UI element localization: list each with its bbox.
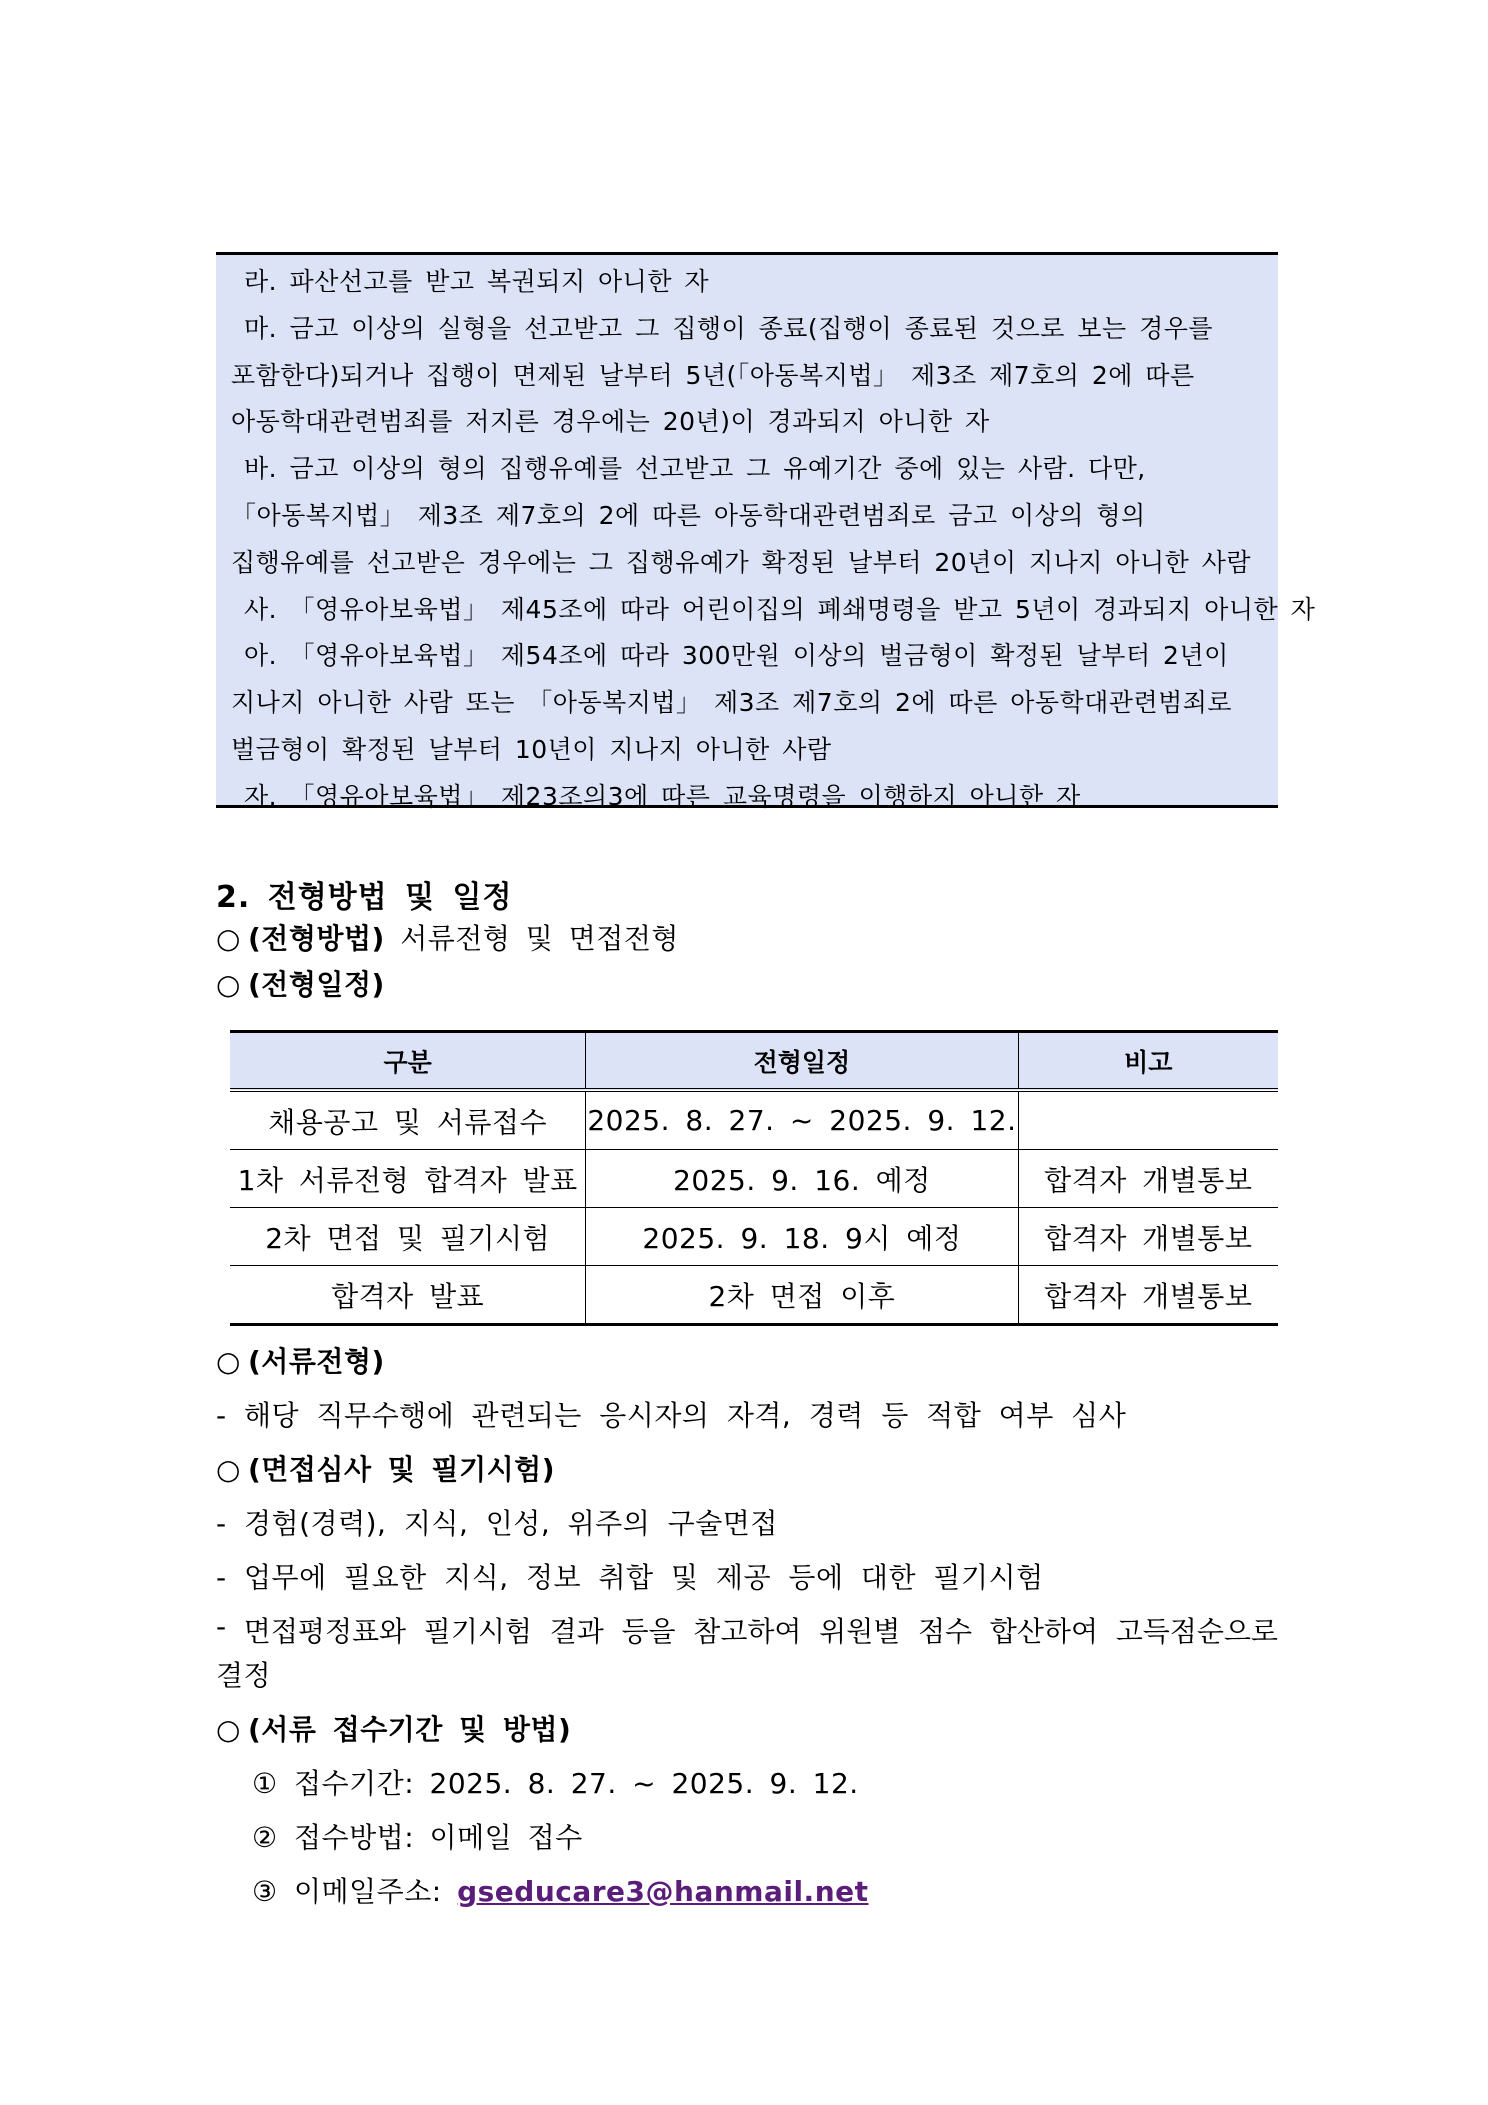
document-screening-item: - 해당 직무수행에 관련되는 응시자의 자격, 경력 등 적합 여부 심사	[216, 1399, 1127, 1432]
schedule-table	[230, 1030, 1278, 1326]
disqualification-line: 「아동복지법」 제3조 제7호의 2에 따른 아동학대관련범죄로 금고 이상의 형의	[231, 500, 1146, 530]
number-3-icon: ③	[252, 1875, 278, 1908]
circle-bullet-icon: ○	[216, 968, 241, 1001]
interview-item-word: 합산하여	[989, 1615, 1098, 1648]
table-cell: 합격자 개별통보	[1018, 1208, 1278, 1266]
interview-item-justified	[216, 1610, 1278, 1650]
circle-bullet-icon: ○	[216, 1713, 241, 1746]
table-cell: 합격자 개별통보	[1018, 1266, 1278, 1325]
interview-item-word: 참고하여	[693, 1615, 802, 1648]
table-row	[230, 1090, 1278, 1150]
interview-item-word: 고득점순으로	[1115, 1615, 1278, 1648]
interview-item-word: -	[216, 1610, 227, 1643]
number-1-icon: ①	[252, 1767, 278, 1800]
submission-label: (서류 접수기간 및 방법)	[248, 1713, 572, 1746]
table-cell: 2025. 9. 18. 9시 예정	[586, 1208, 1018, 1266]
disqualification-line: 마. 금고 이상의 실형을 선고받고 그 집행이 종료(집행이 종료된 것으로 보는 경우를	[244, 313, 1214, 343]
disqualification-line: 자. 「영유아보육법」 제23조의3에 따른 교육명령을 이행하지 아니한 자	[244, 781, 1081, 811]
interview-item: - 경험(경력), 지식, 인성, 위주의 구술면접	[216, 1507, 778, 1540]
table-cell	[1018, 1090, 1278, 1150]
section-title: 2. 전형방법 및 일정	[216, 880, 513, 915]
disqualification-line: 지나지 아니한 사람 또는 「아동복지법」 제3조 제7호의 2에 따른 아동학대관련범죄로	[231, 688, 1233, 718]
interview-item-word: 필기시험	[423, 1615, 532, 1648]
circle-bullet-icon: ○	[216, 1345, 241, 1378]
table-cell: 2025. 9. 16. 예정	[586, 1150, 1018, 1208]
table-row	[230, 1208, 1278, 1266]
method-label: (전형방법)	[248, 922, 385, 955]
table-cell: 2025. 8. 27. ~ 2025. 9. 12.	[586, 1090, 1018, 1150]
email-link[interactable]: gseducare3@hanmail.net	[457, 1875, 869, 1908]
table-cell: 채용공고 및 서류접수	[230, 1090, 586, 1150]
schedule-label: (전형일정)	[248, 968, 385, 1001]
document-screening-heading	[216, 1340, 385, 1380]
disqualification-line: 집행유예를 선고받은 경우에는 그 집행유예가 확정된 날부터 20년이 지나지 아니한 사람	[231, 547, 1252, 577]
submission-email	[252, 1870, 869, 1910]
number-2-icon: ②	[252, 1821, 278, 1854]
email-label: 이메일주소:	[294, 1875, 458, 1908]
disqualification-line: 바. 금고 이상의 형의 집행유예를 선고받고 그 유예기간 중에 있는 사람. 다만,	[244, 454, 1146, 484]
interview-item-word: 위원별	[819, 1615, 901, 1648]
submission-method-text: 접수방법: 이메일 접수	[294, 1821, 583, 1854]
table-header: 비고	[1018, 1032, 1278, 1091]
submission-method	[252, 1816, 583, 1856]
disqualification-line: 아. 「영유아보육법」 제54조에 따라 300만원 이상의 벌금형이 확정된 날부터 2년이	[244, 641, 1229, 671]
table-header-row	[230, 1032, 1278, 1091]
method-line	[216, 917, 679, 957]
submission-period-text: 접수기간: 2025. 8. 27. ~ 2025. 9. 12.	[294, 1767, 859, 1800]
table-row	[230, 1150, 1278, 1208]
table-cell: 2차 면접 및 필기시험	[230, 1208, 586, 1266]
schedule-label-line	[216, 963, 385, 1003]
document-screening-label: (서류전형)	[248, 1345, 385, 1378]
table-cell: 1차 서류전형 합격자 발표	[230, 1150, 586, 1208]
table-cell: 2차 면접 이후	[586, 1266, 1018, 1325]
table-cell: 합격자 개별통보	[1018, 1150, 1278, 1208]
interview-item-word: 면접평정표와	[243, 1615, 407, 1648]
interview-item-word: 등을	[621, 1615, 676, 1648]
circle-bullet-icon: ○	[216, 1453, 241, 1486]
interview-item: - 업무에 필요한 지식, 정보 취합 및 제공 등에 대한 필기시험	[216, 1561, 1044, 1594]
interview-item-word: 점수	[918, 1615, 973, 1648]
disqualification-line: 벌금형이 확정된 날부터 10년이 지나지 아니한 사람	[231, 734, 832, 764]
disqualification-line: 사. 「영유아보육법」 제45조에 따라 어린이집의 폐쇄명령을 받고 5년이 경과되지 아니한 자	[244, 594, 1316, 624]
interview-label: (면접심사 및 필기시험)	[248, 1453, 556, 1486]
circle-bullet-icon: ○	[216, 922, 241, 955]
submission-period	[252, 1762, 859, 1802]
table-header: 전형일정	[586, 1032, 1018, 1091]
interview-item-word: 결과	[549, 1615, 604, 1648]
table-cell: 합격자 발표	[230, 1266, 586, 1325]
table-header: 구분	[230, 1032, 586, 1091]
disqualification-box	[216, 252, 1316, 811]
method-value: 서류전형 및 면접전형	[400, 922, 679, 955]
disqualification-line: 아동학대관련범죄를 저지른 경우에는 20년)이 경과되지 아니한 자	[231, 407, 990, 437]
table-row	[230, 1266, 1278, 1325]
interview-heading	[216, 1448, 555, 1488]
submission-heading	[216, 1708, 571, 1748]
interview-item-continuation: 결정	[216, 1659, 272, 1692]
disqualification-line: 포함한다)되거나 집행이 면제된 날부터 5년(「아동복지법」 제3조 제7호의 2에 따른	[231, 360, 1195, 390]
disqualification-line: 라. 파산선고를 받고 복권되지 아니한 자	[244, 267, 710, 296]
